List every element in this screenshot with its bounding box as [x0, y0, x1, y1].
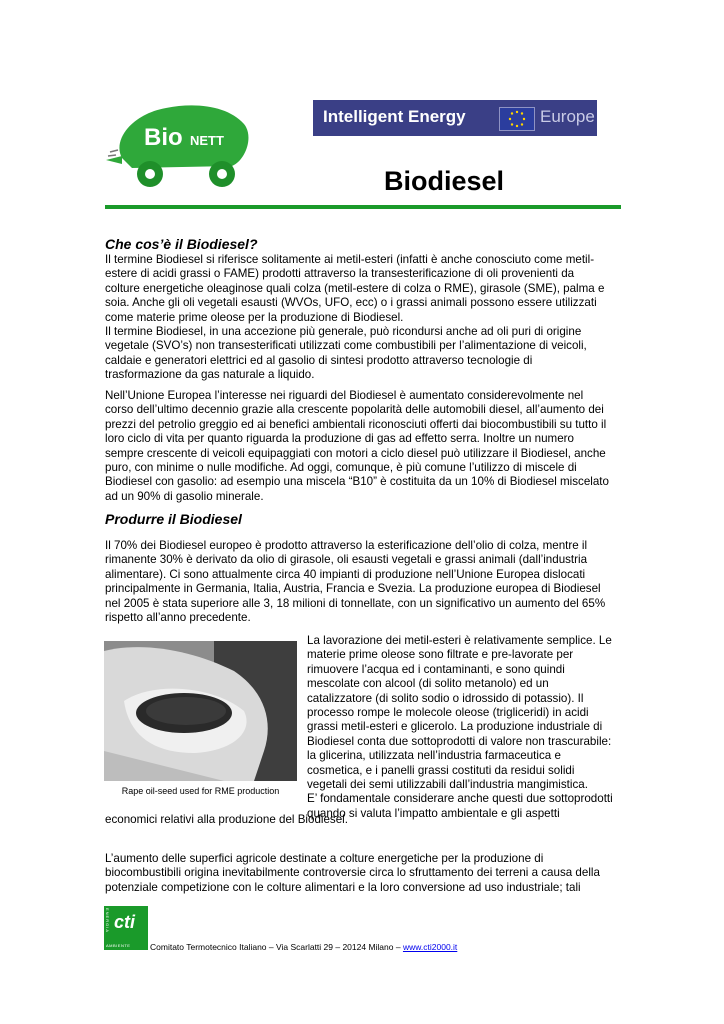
photo-caption: Rape oil-seed used for RME production [121, 786, 280, 796]
title-divider [105, 205, 621, 209]
cti-logo-vertical: ENERGIA [105, 908, 110, 934]
section2-right-column: La lavorazione dei metil-esteri è relativamente semplice. Le materie prime oleose sono filtrate e pre-lavorate per rimuovere l’acqua ed i contaminanti, e sono quindi mescolate con alcool (di solito metanolo) ed un catalizzatore (di solito sodio o idrossido di potassio). Il processo rompe le molecole oleose (trigliceridi) in acidi grassi metil-esteri e glicerolo. La produzione industriale di Biodiesel conta due sottoprodotti di valore non trascurabile: la glicerina, utilizzata nell’industria farmaceutica e cosmetica, e i panelli grassi costituti da residui solidi vegetali dei semi utilizzabili dall’industria mangimistica. E’ fondamentale considerare anche questi due sottoprodotti quando si valuta l’impatto ambientale e gli aspetti [307, 634, 613, 820]
section2-paragraph1: Il 70% dei Biodiesel europeo è prodotto attraverso la esterificazione dell’olio di colza, mentre il rimanente 30% è derivato da olio di girasole, oli esausti vegetali e grassi animali (dall’industria alimentare). Ci sono attualmente circa 40 impianti di produzione nell’Unione Europea dislocati principalmente in Germania, Italia, Austria, Francia e Svezia. La produzione europea di Biodiesel nel 2005 è stata superiore alle 3, 18 milioni di tonnellate, con un significativo un aumento del 65% rispetto all’anno precedente. [105, 539, 606, 625]
section-heading-what-is: Che cos’è il Biodiesel? [105, 236, 258, 252]
eu-flag-icon [499, 107, 535, 131]
intelligent-energy-banner [313, 100, 597, 136]
section1-paragraph1: Il termine Biodiesel si riferisce solitamente ai metil-esteri (infatti è anche conosciuto come metil- estere di acidi grassi o FAME) prodotti attraverso la transesterificazione di oli provenienti da colture energetiche oleaginose quali colza (metil-estere di colza o RME), girasole (SME), palma e soia. Anche gli oli vegetali esausti (WVOs, UFO, ecc) o i grassi animali possono essere utilizzati come materie prime oleose per la produzione di Biodiesel. Il termine Biodiesel, in una accezione più generale, può ricondursi anche ad oli puri di origine vegetale (SVO’s) non transesterificati utilizzati come combustibili per l’alimentazione di veicoli, caldaie e generatori elettrici ed al gasolio di sintesi prodotto attraverso tecnologie di trasformazione da gas naturale a liquido. [105, 253, 605, 382]
section1-paragraph2: Nell’Unione Europea l’interesse nei riguardi del Biodiesel è aumentato considerevolmente nel corso dell’ultimo decennio grazie alla crescente popolarità delle automobili diesel, all’aumento dei prezzi del petrolio greggio ed ai benefici ambientali riconosciuti offerti dai biocombustibili su tutto il loro ciclo di vita per quanto riguarda la produzione di gas ad effetto serra. Inoltre un numero sempre crescente di veicoli equipaggiati con motori a ciclo diesel può utilizzare il Biodiesel, anche puro, con minime o nulle modifiche. Ad oggi, comunque, è più comune l’utilizzo di miscele di Biodiesel con gasolio: ad esempio una miscela “B10” è costituita da un 10% di Biodiesel miscelato ad un 90% di gasolio minerale. [105, 389, 609, 503]
footer-website-link[interactable]: www.cti2000.it [402, 942, 458, 952]
banner-europe: Europe [540, 107, 595, 126]
section2-paragraph3: L’aumento delle superfici agricole destinate a colture energetiche per la produzione di biocombustibili origina inevitabilmente controversie circa lo sfruttamento dei terreni a causa della potenziale competizione con le colture alimentari e la loro conversione ad uso industriale; tali [105, 852, 600, 894]
section-heading-producing: Produrre il Biodiesel [105, 511, 242, 527]
section2-continuation: economici relativi alla produzione del Biodiesel. [105, 813, 348, 826]
cti-logo [104, 906, 148, 950]
page-title: Biodiesel [384, 166, 505, 196]
logo-nett: NETT [190, 133, 224, 148]
banner-text: Intelligent Energy [323, 107, 466, 126]
cti-logo-text: cti [114, 912, 136, 932]
footer-address: Comitato Termotecnico Italiano – Via Scarlatti 29 – 20124 Milano – [150, 942, 403, 952]
cti-logo-bottom: AMBIENTE [106, 943, 131, 948]
rapeseed-photo [104, 641, 297, 781]
footer-address-line [150, 942, 457, 952]
bionett-logo [104, 100, 254, 192]
logo-bio: Bio [144, 124, 183, 151]
